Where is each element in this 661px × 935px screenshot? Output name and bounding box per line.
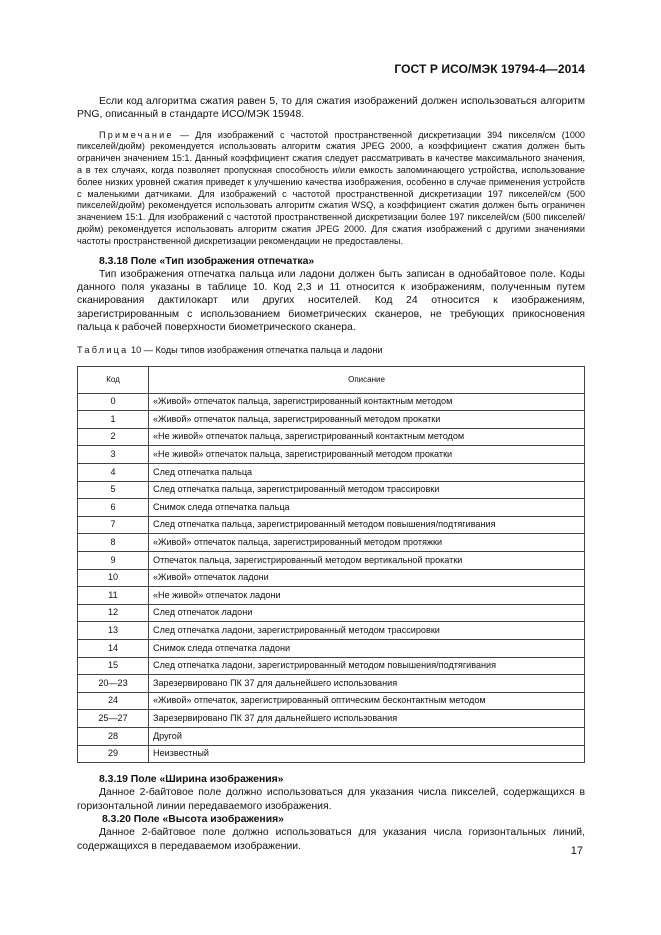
section-title-8-3-20: 8.3.20 Поле «Высота изображения» xyxy=(102,814,284,825)
row-description: «Живой» отпечаток пальца, зарегистрированный контактным методом xyxy=(149,393,585,411)
row-description: «Живой» отпечаток пальца, зарегистрированный методом прокатки xyxy=(149,411,585,429)
note-paragraph xyxy=(77,130,585,248)
row-description: След отпечатка ладони, зарегистрированный методом повышения/подтягивания xyxy=(149,657,585,675)
document-header: ГОСТ Р ИСО/МЭК 19794-4—2014 xyxy=(394,62,585,76)
table-row xyxy=(78,587,585,605)
table-row xyxy=(78,622,585,640)
row-code: 13 xyxy=(78,622,149,640)
row-description: «Не живой» отпечаток пальца, зарегистрированный методом прокатки xyxy=(149,446,585,464)
table-caption-text: 10 — Коды типов изображения отпечатка пальца и ладони xyxy=(128,345,383,356)
row-description: След отпечатка ладони, зарегистрированный методом трассировки xyxy=(149,622,585,640)
row-code: 7 xyxy=(78,516,149,534)
table-row xyxy=(78,745,585,763)
row-code: 2 xyxy=(78,428,149,446)
table-row xyxy=(78,710,585,728)
table-row xyxy=(78,516,585,534)
section-title-8-3-19: 8.3.19 Поле «Ширина изображения» xyxy=(99,774,284,786)
table-caption-label: Таблица xyxy=(77,345,129,356)
row-description: «Живой» отпечаток пальца, зарегистрированный методом протяжки xyxy=(149,534,585,552)
row-code: 0 xyxy=(78,393,149,411)
row-description: След отпечатка пальца xyxy=(149,464,585,482)
section-title-8-3-18: 8.3.18 Поле «Тип изображения отпечатка» xyxy=(99,255,315,267)
row-description: «Не живой» отпечаток ладони xyxy=(149,587,585,605)
table-row xyxy=(78,534,585,552)
row-description: След отпечатка пальца, зарегистрированный методом трассировки xyxy=(149,481,585,499)
table-row xyxy=(78,639,585,657)
row-code: 28 xyxy=(78,727,149,745)
column-header-code: Код xyxy=(78,366,149,393)
row-description: «Не живой» отпечаток пальца, зарегистрированный контактным методом xyxy=(149,428,585,446)
row-code: 4 xyxy=(78,464,149,482)
row-code: 29 xyxy=(78,745,149,763)
table-row xyxy=(78,551,585,569)
row-description: Снимок следа отпечатка пальца xyxy=(149,499,585,517)
table-row xyxy=(78,393,585,411)
row-code: 8 xyxy=(78,534,149,552)
row-description: Зарезервировано ПК 37 для дальнейшего использования xyxy=(149,710,585,728)
row-description: Снимок следа отпечатка ладони xyxy=(149,639,585,657)
table-row xyxy=(78,446,585,464)
table-row xyxy=(78,481,585,499)
table-row xyxy=(78,464,585,482)
note-label: Примечание xyxy=(99,129,174,140)
intro-paragraph: Если код алгоритма сжатия равен 5, то для сжатия изображений должен использоваться алгоритм PNG, описанный в стандарте ИСО/МЭК 15948. xyxy=(77,96,585,121)
row-code: 25—27 xyxy=(78,710,149,728)
section-text-8-3-18: Тип изображения отпечатка пальца или ладони должен быть записан в однобайтовое поле. Коды данного поля указаны в таблице 10. Код 2,3 и 11 относится к изображениям, полученным путем сканирования дактилокарт или других носителей. Код 24 относится к изображениям, зарегистрированным с использованием биометрических сканеров, не требующих прикосновения пальца к рабочей поверхности биометрического сканера. xyxy=(77,268,585,334)
row-code: 15 xyxy=(78,657,149,675)
row-code: 11 xyxy=(78,587,149,605)
table-row xyxy=(78,411,585,429)
fingerprint-type-table xyxy=(77,366,585,763)
row-code: 12 xyxy=(78,604,149,622)
row-description: Другой xyxy=(149,727,585,745)
section-text-8-3-20: Данное 2-байтовое поле должно использоваться для указания числа горизонтальных линий, содержащихся в передаваемом изображении. xyxy=(77,827,585,852)
table-row xyxy=(78,692,585,710)
row-code: 20—23 xyxy=(78,675,149,693)
row-code: 3 xyxy=(78,446,149,464)
table-header-row xyxy=(78,366,585,393)
row-description: «Живой» отпечаток, зарегистрированный оптическим бесконтактным методом xyxy=(149,692,585,710)
row-description: Отпечаток пальца, зарегистрированный методом вертикальной прокатки xyxy=(149,551,585,569)
row-code: 9 xyxy=(78,551,149,569)
row-code: 10 xyxy=(78,569,149,587)
table-row xyxy=(78,727,585,745)
row-code: 6 xyxy=(78,499,149,517)
table-row xyxy=(78,569,585,587)
table-row xyxy=(78,428,585,446)
table-caption xyxy=(77,344,585,357)
page-number: 17 xyxy=(570,845,583,857)
row-description: След отпечатка пальца, зарегистрированный методом повышения/подтягивания xyxy=(149,516,585,534)
row-description: Зарезервировано ПК 37 для дальнейшего использования xyxy=(149,675,585,693)
row-code: 1 xyxy=(78,411,149,429)
note-text: — Для изображений с частотой пространственной дискретизации 394 пикселя/см (1000 пикселей/дюйм) рекомендуется использовать алгоритм сжатия JPEG 2000, а коэффициент сжатия должен быть ограничен значением 15:1. Данный коэффициент сжатия следует рассматривать в качестве максимального значения, а в тех случаях, когда позволяет пропускная способность и/или емкость запоминающего устройства, использование более низких уровней сжатия приведет к улучшению качества изображения, особенно в случае применения устройств с маленькими датчиками. Для изображений с частотой пространственной дискретизации 197 пикселей/см (500 пикселей/дюйм) рекомендуется использовать алгоритм сжатия WSQ, а коэффициент сжатия должен быть ограничен значением 15:1. Для изображений с частотой пространственной дискретизации более 197 пикселей/см (500 пикселей/дюйм) рекомендуется использовать алгоритм сжатия JPEG 2000. Для сжатия изображений с другими значениями частоты пространственной дискретизации рекомендации не предоставлены. xyxy=(77,129,585,246)
row-code: 24 xyxy=(78,692,149,710)
row-description: Неизвестный xyxy=(149,745,585,763)
row-code: 5 xyxy=(78,481,149,499)
row-description: «Живой» отпечаток ладони xyxy=(149,569,585,587)
row-description: След отпечаток ладони xyxy=(149,604,585,622)
page-content xyxy=(77,95,585,853)
column-header-description: Описание xyxy=(149,366,585,393)
table-row xyxy=(78,499,585,517)
section-text-8-3-19: Данное 2-байтовое поле должно использоваться для указания числа пикселей, содержащихся в горизонтальной линии передаваемого изображения. xyxy=(77,787,585,812)
table-row xyxy=(78,675,585,693)
table-row xyxy=(78,657,585,675)
table-row xyxy=(78,604,585,622)
row-code: 14 xyxy=(78,639,149,657)
